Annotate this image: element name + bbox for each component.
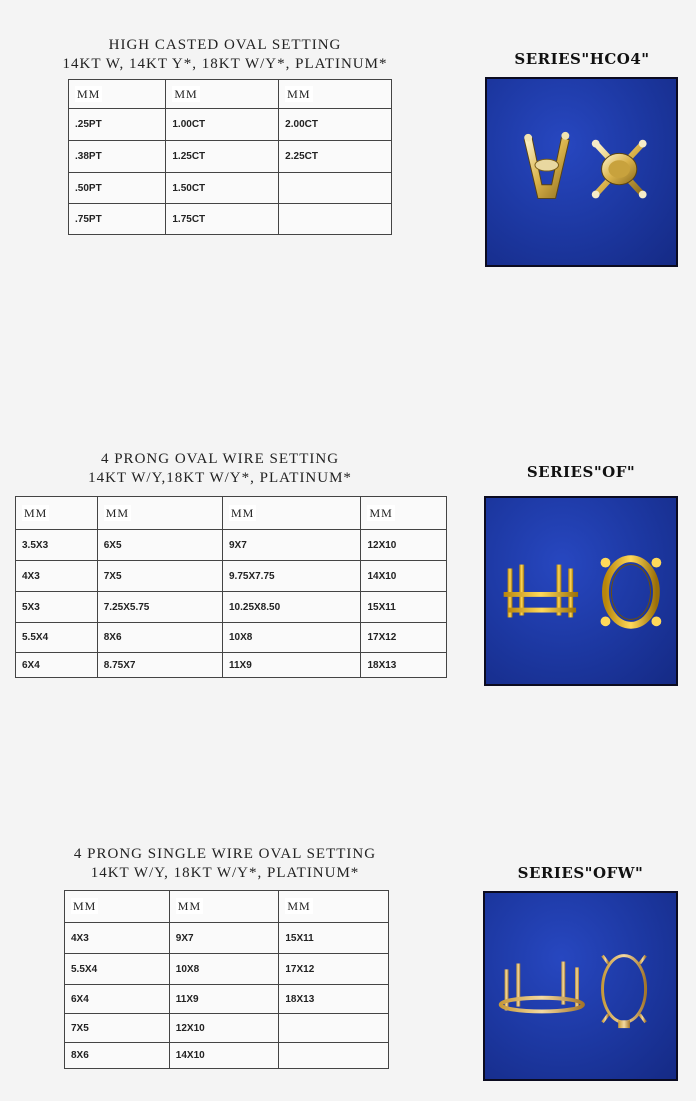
- table-cell: .50PT: [69, 173, 166, 204]
- table-cell: 11X9: [222, 653, 360, 678]
- table-row: [16, 530, 447, 561]
- table-row: [65, 923, 389, 954]
- table-cell: 11X9: [169, 985, 279, 1014]
- size-table-of: [15, 496, 447, 678]
- table-cell: 5.5X4: [65, 954, 170, 985]
- table-cell: 7X5: [65, 1014, 170, 1043]
- table-cell: 10X8: [222, 623, 360, 653]
- table-cell: 15X11: [279, 923, 389, 954]
- table-cell: .38PT: [69, 141, 166, 173]
- table-cell: 10.25X8.50: [222, 592, 360, 623]
- table-cell: 9X7: [169, 923, 279, 954]
- table-row: [65, 954, 389, 985]
- table-row: [65, 1043, 389, 1069]
- table-cell: 7X5: [97, 561, 222, 592]
- table-cell: 9.75X7.75: [222, 561, 360, 592]
- table-cell: 5X3: [16, 592, 98, 623]
- table-cell: 4X3: [16, 561, 98, 592]
- product-photo-ofw: [483, 891, 678, 1081]
- table-cell: 17X12: [361, 623, 447, 653]
- table-cell: 15X11: [361, 592, 447, 623]
- table-row: [65, 1014, 389, 1043]
- table-row: [16, 592, 447, 623]
- table-cell: 18X13: [361, 653, 447, 678]
- series-label-ofw: SERIES"OFW": [517, 864, 644, 882]
- table-row: [69, 173, 392, 204]
- table-cell: 6X4: [16, 653, 98, 678]
- title-line-2: 14KT W, 14KT Y*, 18KT W/Y*, PLATINUM*: [62, 56, 388, 72]
- table-cell: .25PT: [69, 109, 166, 141]
- series-label-hco4: SERIES"HCO4": [514, 50, 650, 68]
- section-title-of: [20, 450, 420, 488]
- product-photo-hco4: [485, 77, 678, 267]
- product-photo-of: [484, 496, 678, 686]
- table-row: [69, 141, 392, 173]
- table-cell: 12X10: [169, 1014, 279, 1043]
- section-title-hco4: [30, 36, 420, 74]
- title-line-2: 14KT W/Y, 18KT W/Y*, PLATINUM*: [90, 865, 360, 881]
- table-cell: 4X3: [65, 923, 170, 954]
- table-cell: 8.75X7: [97, 653, 222, 678]
- table-cell: 1.00CT: [166, 109, 279, 141]
- table-cell: 12X10: [361, 530, 447, 561]
- title-line-1: 4 PRONG SINGLE WIRE OVAL SETTING: [73, 846, 377, 862]
- table-cell: [279, 173, 392, 204]
- column-header: MM: [166, 80, 279, 109]
- table-cell: 2.00CT: [279, 109, 392, 141]
- table-cell: 9X7: [222, 530, 360, 561]
- table-cell: 7.25X5.75: [97, 592, 222, 623]
- column-header: MM: [279, 80, 392, 109]
- table-cell: 10X8: [169, 954, 279, 985]
- title-line-1: 4 PRONG OVAL WIRE SETTING: [100, 451, 340, 467]
- title-line-2: 14KT W/Y,18KT W/Y*, PLATINUM*: [88, 470, 352, 486]
- table-row: [69, 204, 392, 235]
- table-cell: 8X6: [65, 1043, 170, 1069]
- setting-illustration: [485, 893, 676, 1079]
- column-header: MM: [97, 497, 222, 530]
- section-title-ofw: [20, 845, 430, 883]
- table-cell: 2.25CT: [279, 141, 392, 173]
- size-table-ofw: [64, 890, 389, 1069]
- size-table-hco4: [68, 79, 392, 235]
- table-cell: .75PT: [69, 204, 166, 235]
- table-cell: [279, 204, 392, 235]
- table-row: [16, 623, 447, 653]
- table-cell: 18X13: [279, 985, 389, 1014]
- table-cell: 1.50CT: [166, 173, 279, 204]
- column-header: MM: [65, 891, 170, 923]
- table-cell: 14X10: [361, 561, 447, 592]
- table-row: [65, 985, 389, 1014]
- table-cell: 8X6: [97, 623, 222, 653]
- table-row: [16, 653, 447, 678]
- title-line-1: HIGH CASTED OVAL SETTING: [108, 37, 342, 53]
- series-label-of: SERIES"OF": [526, 463, 636, 481]
- table-cell: 6X4: [65, 985, 170, 1014]
- column-header: MM: [16, 497, 98, 530]
- column-header: MM: [279, 891, 389, 923]
- table-cell: [279, 1043, 389, 1069]
- table-cell: 1.25CT: [166, 141, 279, 173]
- table-cell: 3.5X3: [16, 530, 98, 561]
- column-header: MM: [169, 891, 279, 923]
- table-cell: 6X5: [97, 530, 222, 561]
- column-header: MM: [69, 80, 166, 109]
- table-row: [16, 561, 447, 592]
- column-header: MM: [361, 497, 447, 530]
- column-header: MM: [222, 497, 360, 530]
- table-cell: [279, 1014, 389, 1043]
- table-cell: 1.75CT: [166, 204, 279, 235]
- table-cell: 14X10: [169, 1043, 279, 1069]
- table-cell: 17X12: [279, 954, 389, 985]
- table-cell: 5.5X4: [16, 623, 98, 653]
- setting-illustration: [486, 498, 676, 684]
- setting-illustration: [487, 79, 676, 265]
- table-row: [69, 109, 392, 141]
